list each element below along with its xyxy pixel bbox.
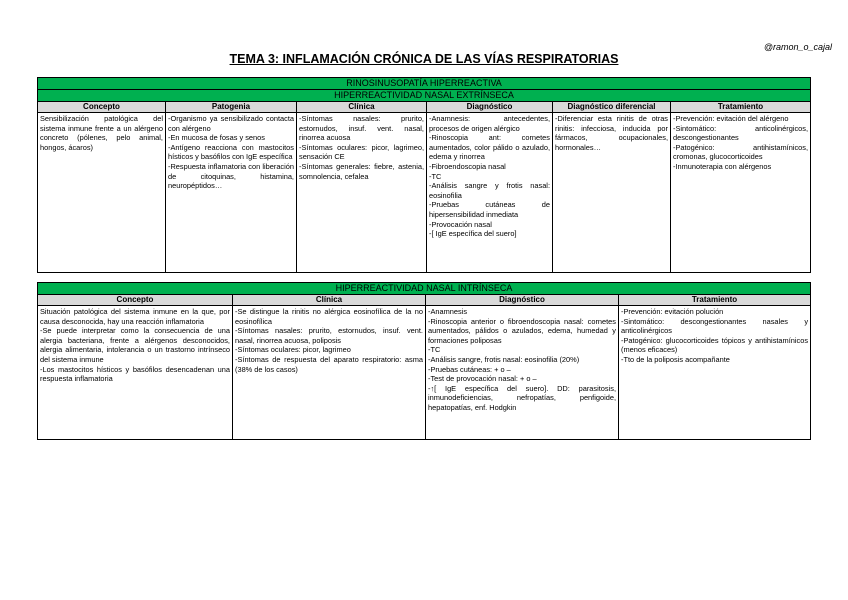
cell-clinica <box>297 113 427 273</box>
cell-line: -Fibroendoscopia nasal <box>429 161 506 171</box>
cell-line: -Síntomas oculares: picor, lagrimeo, sensación CE <box>299 142 424 162</box>
header-clinica: Clínica <box>297 102 427 113</box>
cell-line: -TC <box>429 171 442 181</box>
cell-line: -Diferenciar esta rinitis de otras rinitis: infecciosa, inducida por fármacos, ocupacionales, hormonales… <box>555 114 668 152</box>
cell-line: -TC <box>428 345 441 355</box>
header-patogenia: Patogenia <box>166 102 297 113</box>
intrinsic-table <box>37 282 811 440</box>
header-diagnostico: Diagnóstico <box>426 295 619 306</box>
header-tratamiento: Tratamiento <box>671 102 811 113</box>
cell-line: -En mucosa de fosas y senos <box>168 133 265 143</box>
cell-patogenia <box>166 113 297 273</box>
cell-line: -Antígeno reacciona con mastocitos hísticos y basófilos con IgE específica <box>168 142 294 162</box>
cell-tratamiento <box>619 306 811 440</box>
cell-line: -Pruebas cutáneas: + o – <box>428 364 511 374</box>
cell-line: -Respuesta inflamatoria con liberación de citoquinas, histamina, neuropéptidos… <box>168 161 294 191</box>
header-diagnostico-diferencial: Diagnóstico diferencial <box>553 102 671 113</box>
cell-concepto <box>38 113 166 273</box>
cell-line: -Patogénico: glucocorticoides tópicos y antihistamínicos (menos eficaces) <box>621 335 809 355</box>
cell-line: -[ IgE específica del suero] <box>429 229 517 239</box>
cell-concepto <box>38 306 233 440</box>
cell-line: -Síntomas de respuesta del aparato respiratorio: asma (38% de los casos) <box>235 354 423 374</box>
cell-clinica <box>233 306 426 440</box>
cell-line: -Patogénico: antihistamínicos, cromonas, glucocorticoides <box>673 142 809 162</box>
header-concepto: Concepto <box>38 102 166 113</box>
cell-line: Situación patológica del sistema inmune en la que, por causa desconocida, hay una reacción inflamatoria <box>40 307 230 326</box>
cell-line: -Pruebas cutáneas de hipersensibilidad inmediata <box>429 200 550 219</box>
cell-diagnostico-diferencial <box>553 113 671 273</box>
cell-line: -Prevención: evitación polución <box>621 307 724 316</box>
cell-line: -Los mastocitos hísticos y basófilos desencadenan una respuesta inflamatoria <box>40 364 230 384</box>
page-title: TEMA 3: INFLAMACIÓN CRÓNICA DE LAS VÍAS RESPIRATORIAS <box>229 52 619 66</box>
cell-diagnostico <box>426 306 619 440</box>
cell-line: -Rinoscopia ant: cornetes aumentados, color pálido o azulado, edema y rinorrea <box>429 133 550 162</box>
cell-line: -Sintomático: anticolinérgicos, descongestionantes <box>673 123 809 143</box>
cell-line: -Sintomático: descongestionantes nasales y anticolinérgicos <box>621 316 809 336</box>
extrinsic-table <box>37 77 811 273</box>
cell-line: -Inmunoterapia con alérgenos <box>673 161 772 171</box>
cell-line: -↑[ IgE específica del suero]. DD: parasitosis, inmunodeficiencias, nefropatías, penfigoide, hepatopatías, enf. Hodgkin <box>428 383 616 412</box>
cell-line: -Prevención: evitación del alérgeno <box>673 114 789 123</box>
section-subtitle-intrinsic: HIPERREACTIVIDAD NASAL INTRÍNSECA <box>38 283 811 295</box>
cell-line: Sensibilización patológica del sistema inmune frente a un alérgeno concreto (pólenes, pelo animal, hongos, ácaros) <box>40 114 163 152</box>
cell-line: -Provocación nasal <box>429 219 492 229</box>
section-title: RINOSINUSOPATÍA HIPERREACTIVA <box>38 78 811 90</box>
cell-line: -Rinoscopia anterior o fibroendoscopia nasal: cornetes aumentados, pálidos o azulados, edema, humedad y formaciones poliposas <box>428 316 616 345</box>
cell-line: -Síntomas generales: fiebre, astenia, somnolencia, cefalea <box>299 161 424 181</box>
cell-line: -Síntomas nasales: prurito, estornudos, insuf. vent. nasal, rinorrea acuosa, poliposis <box>235 326 423 345</box>
cell-tratamiento <box>671 113 811 273</box>
section-subtitle-extrinsic: HIPERREACTIVIDAD NASAL EXTRÍNSECA <box>38 90 811 102</box>
cell-line: -Test de provocación nasal: + o – <box>428 374 537 384</box>
header-diagnostico: Diagnóstico <box>427 102 553 113</box>
cell-line: -Se puede interpretar como la consecuencia de una alergia bacteriana, frente a alérgenos desconocidos, alergia alimentaria, intolerancia o un trastorno intrínseco del sistema inmune <box>40 326 230 364</box>
cell-line: -Síntomas nasales: prurito, estornudos, insuf. vent. nasal, rinorrea acuosa <box>299 114 424 143</box>
cell-line: -Se distingue la rinitis no alérgica eosinofílica de la no eosinofílica <box>235 307 423 326</box>
header-clinica: Clínica <box>233 295 426 306</box>
cell-line: -Análisis sangre, frotis nasal: eosinofilia (20%) <box>428 354 580 364</box>
cell-line: -Tto de la poliposis acompañante <box>621 354 730 364</box>
cell-line: -Anamnesis: antecedentes, procesos de origen alérgico <box>429 114 550 133</box>
header-concepto: Concepto <box>38 295 233 306</box>
header-tratamiento: Tratamiento <box>619 295 811 306</box>
cell-diagnostico <box>427 113 553 273</box>
cell-line: -Anamnesis <box>428 307 468 316</box>
author-handle: @ramon_o_cajal <box>763 42 832 52</box>
cell-line: -Análisis sangre y frotis nasal: eosinofilia <box>429 181 550 200</box>
cell-line: -Organismo ya sensibilizado contacta con alérgeno <box>168 114 294 133</box>
cell-line: -Síntomas oculares: picor, lagrimeo <box>235 345 351 355</box>
